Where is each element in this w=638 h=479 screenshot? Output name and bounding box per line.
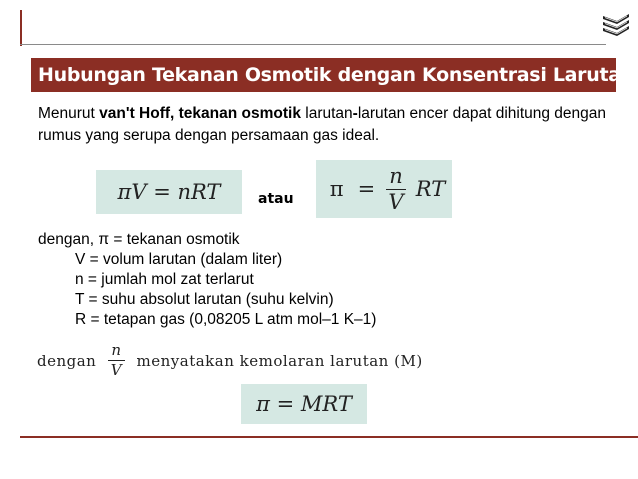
formula-pv-nrt (96, 170, 242, 214)
formula-rt: RT (415, 177, 446, 201)
atau-label: atau (258, 191, 294, 207)
formula-pi-symbol: π (329, 177, 344, 201)
formula-pi-mrt (241, 384, 367, 424)
molarity-fraction (108, 343, 124, 378)
definition-item: V = volum larutan (dalam liter) (75, 251, 283, 268)
molarity-note-suffix: menyatakan kemolaran larutan (M) (136, 351, 423, 370)
intro-paragraph (38, 103, 618, 147)
definition-item: R = tetapan gas (0,08205 L atm mol–1 K–1) (75, 311, 377, 328)
fraction-denominator: V (388, 189, 404, 214)
intro-bold-1: van't Hoff, tekanan osmotik (99, 105, 301, 122)
stacked-books-icon (601, 11, 631, 37)
slide-title: Hubungan Tekanan Osmotik dengan Konsentrasi Larutan (31, 58, 616, 92)
intro-text-1: Menurut (38, 105, 100, 122)
top-divider (20, 44, 606, 45)
definition-item: n = jumlah mol zat terlarut (75, 271, 254, 288)
molarity-fraction-denominator: V (110, 361, 123, 379)
fraction-numerator: n (386, 166, 406, 190)
definition-item: T = suhu absolut larutan (suhu kelvin) (75, 291, 334, 308)
definitions-intro: dengan, π = tekanan osmotik (38, 231, 240, 248)
molarity-note-prefix: dengan (37, 351, 97, 370)
intro-text-2: larutan (300, 105, 353, 122)
formula-equals: = (357, 177, 376, 201)
bottom-divider (20, 436, 638, 438)
formula-pv-nrt-text: πV = nRT (117, 180, 221, 204)
fraction-n-over-v (386, 163, 406, 214)
definitions-list (38, 230, 376, 330)
molarity-fraction-numerator: n (108, 343, 124, 361)
intro-bold-2: - (352, 105, 358, 122)
molarity-note (37, 343, 423, 378)
formula-pi-mrt-text: π = MRT (256, 392, 352, 416)
left-accent-line (20, 10, 22, 46)
intro-text-3: larutan encer dapat dihitung dengan rumus yang serupa dengan persamaan gas ideal. (38, 105, 607, 144)
formula-pi-n-over-v-rt (316, 160, 452, 218)
